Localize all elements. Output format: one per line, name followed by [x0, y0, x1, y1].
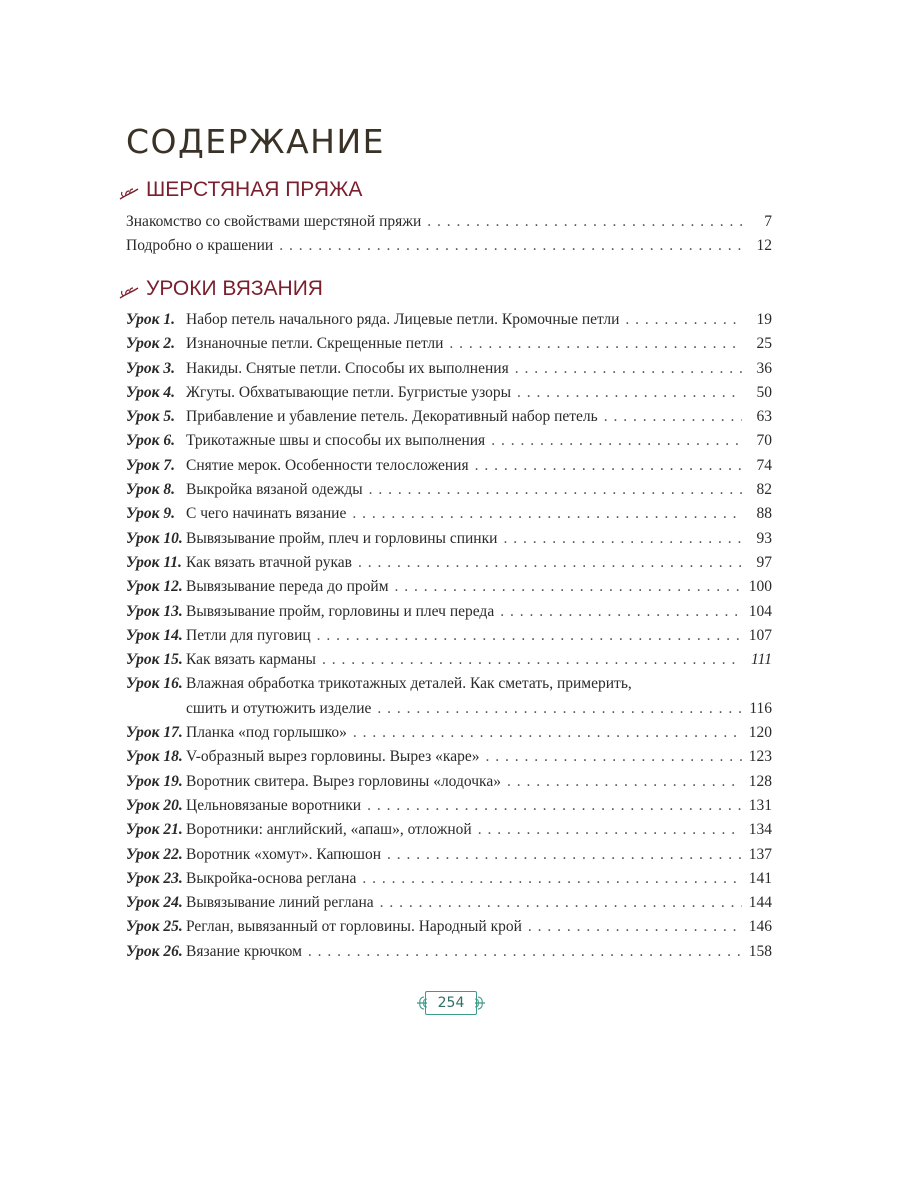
- lesson-number: Урок 19.: [126, 772, 183, 790]
- dot-leader: [322, 648, 742, 672]
- entry-title: Снятие мерок. Особенности телосложения: [186, 456, 469, 474]
- entry-page: 141: [748, 869, 772, 887]
- entry-title: Вязание крючком: [186, 942, 302, 960]
- toc-entry: [126, 210, 772, 234]
- entry-title: Изнаночные петли. Скрещенные петли: [186, 335, 444, 353]
- entry-title: Прибавление и убавление петель. Декоративный набор петель: [186, 408, 598, 426]
- entry-title: Воротник свитера. Вырез горловины «лодочка»: [186, 772, 501, 790]
- entry-page: 128: [748, 772, 772, 790]
- toc-entry: [126, 697, 772, 721]
- dot-leader: [308, 940, 742, 964]
- entry-title: Вывязывание переда до пройм: [186, 578, 389, 596]
- toc-entry: [126, 502, 772, 526]
- lesson-number: Урок 2.: [126, 335, 176, 353]
- entry-title: сшить и отутюжить изделие: [186, 699, 372, 717]
- dot-leader: [485, 745, 742, 769]
- lesson-number: Урок 10.: [126, 529, 183, 547]
- page-number-ornament: [411, 985, 491, 1021]
- leaf-sprig-icon: [473, 993, 487, 1013]
- dot-leader: [475, 454, 742, 478]
- dot-leader: [279, 234, 742, 258]
- entry-title: Как вязать карманы: [186, 651, 316, 669]
- toc-entry: [126, 234, 772, 258]
- lesson-number: Урок 8.: [126, 481, 176, 499]
- toc-entry: [126, 672, 772, 696]
- entry-title: Трикотажные швы и способы их выполнения: [186, 432, 486, 450]
- dot-leader: [500, 600, 742, 624]
- lesson-number: Урок 1.: [126, 311, 176, 328]
- entry-page: 63: [756, 408, 772, 426]
- lesson-number: Урок 25.: [126, 918, 183, 936]
- toc-entry: [126, 478, 772, 502]
- entry-title: Влажная обработка трикотажных деталей. Как сметать, примерить,: [186, 675, 632, 693]
- dot-leader: [507, 770, 742, 794]
- toc-entry: [126, 600, 772, 624]
- entry-page: 82: [756, 481, 772, 499]
- toc-entry: [126, 867, 772, 891]
- dot-leader: [377, 697, 742, 721]
- entry-title: Планка «под горлышко»: [186, 724, 347, 742]
- lesson-number: Урок 13.: [126, 602, 183, 620]
- entry-title: Вывязывание пройм, плеч и горловины спинки: [186, 529, 498, 547]
- toc-list-knitting-lessons: [126, 308, 772, 964]
- dot-leader: [515, 357, 742, 381]
- toc-entry: [126, 332, 772, 356]
- entry-page: 116: [749, 699, 772, 717]
- entry-page: 111: [751, 651, 772, 669]
- lesson-number: Урок 21.: [126, 821, 183, 839]
- entry-page: 137: [748, 845, 772, 863]
- toc-entry: [126, 381, 772, 405]
- entry-page: 120: [748, 724, 772, 742]
- dot-leader: [427, 210, 742, 234]
- dot-leader: [380, 891, 742, 915]
- entry-page: 131: [748, 796, 772, 814]
- lesson-number: Урок 11.: [126, 553, 182, 571]
- toc-entry: [126, 551, 772, 575]
- dot-leader: [367, 794, 742, 818]
- dot-leader: [478, 818, 742, 842]
- toc-entry: [126, 770, 772, 794]
- toc-entry: [126, 454, 772, 478]
- entry-page: 144: [748, 894, 772, 912]
- dot-leader: [317, 624, 742, 648]
- entry-title: Как вязать втачной рукав: [186, 553, 352, 571]
- dot-leader: [503, 527, 742, 551]
- entry-title: Подробно о крашении: [126, 237, 274, 255]
- entry-page: 107: [748, 626, 772, 644]
- entry-page: 25: [756, 335, 772, 353]
- entry-title: Выкройка вязаной одежды: [186, 481, 363, 499]
- entry-page: 158: [748, 942, 772, 960]
- entry-title: Воротники: английский, «апаш», отложной: [186, 821, 472, 839]
- section-title: ШЕРСТЯНАЯ ПРЯЖА: [146, 178, 363, 201]
- toc-entry: [126, 891, 772, 915]
- page-number: 254: [425, 991, 477, 1015]
- dot-leader: [358, 551, 742, 575]
- dot-leader: [604, 405, 742, 429]
- entry-page: 146: [748, 918, 772, 936]
- dot-leader: [369, 478, 742, 502]
- entry-page: 93: [756, 529, 772, 547]
- lesson-number: Урок 22.: [126, 845, 183, 863]
- entry-page: 19: [756, 311, 772, 328]
- entry-page: 123: [748, 748, 772, 766]
- entry-page: 70: [756, 432, 772, 450]
- entry-title: Вывязывание линий реглана: [186, 894, 374, 912]
- entry-title: V-образный вырез горловины. Вырез «каре»: [186, 748, 480, 766]
- entry-page: 36: [756, 359, 772, 377]
- entry-page: 88: [756, 505, 772, 523]
- entry-page: 12: [756, 237, 772, 255]
- toc-entry: [126, 843, 772, 867]
- entry-page: 104: [748, 602, 772, 620]
- lesson-number: Урок 4.: [126, 383, 176, 401]
- sprig-icon: [118, 282, 140, 296]
- toc-entry: [126, 794, 772, 818]
- dot-leader: [528, 915, 742, 939]
- lesson-number: Урок 9.: [126, 505, 176, 523]
- section-heading-knitting-lessons: [118, 277, 323, 301]
- entry-title: Знакомство со свойствами шерстяной пряжи: [126, 213, 422, 230]
- toc-list-wool-yarn: [126, 210, 772, 259]
- dot-leader: [491, 429, 742, 453]
- toc-entry: [126, 648, 772, 672]
- toc-entry: [126, 308, 772, 332]
- lesson-number: Урок 17.: [126, 724, 183, 742]
- dot-leader: [353, 721, 742, 745]
- toc-entry: [126, 429, 772, 453]
- lesson-number: Урок 18.: [126, 748, 183, 766]
- entry-title: С чего начинать вязание: [186, 505, 347, 523]
- toc-entry: [126, 527, 772, 551]
- lesson-number: Урок 3.: [126, 359, 176, 377]
- lesson-number: Урок 20.: [126, 796, 183, 814]
- toc-entry: [126, 575, 772, 599]
- entry-title: Выкройка-основа реглана: [186, 869, 357, 887]
- dot-leader: [517, 381, 742, 405]
- entry-title: Вывязывание пройм, горловины и плеч переда: [186, 602, 495, 620]
- entry-title: Петли для пуговиц: [186, 626, 311, 644]
- lesson-number: Урок 14.: [126, 626, 183, 644]
- toc-entry: [126, 721, 772, 745]
- toc-entry: [126, 745, 772, 769]
- lesson-number: Урок 16.: [126, 675, 183, 693]
- entry-title: Набор петель начального ряда. Лицевые петли. Кромочные петли: [186, 311, 620, 328]
- entry-title: Воротник «хомут». Капюшон: [186, 845, 382, 863]
- lesson-number: Урок 23.: [126, 869, 183, 887]
- toc-entry: [126, 915, 772, 939]
- entry-page: 74: [756, 456, 772, 474]
- lesson-number: Урок 5.: [126, 408, 176, 426]
- lesson-number: Урок 24.: [126, 894, 183, 912]
- entry-page: 50: [756, 383, 772, 401]
- entry-page: 100: [748, 578, 772, 596]
- entry-title: Накиды. Снятые петли. Способы их выполнения: [186, 359, 509, 377]
- page-title: СОДЕРЖАНИЕ: [126, 122, 386, 162]
- entry-page: 97: [756, 553, 772, 571]
- lesson-number: Урок 26.: [126, 942, 183, 960]
- toc-entry: [126, 624, 772, 648]
- entry-title: Реглан, вывязанный от горловины. Народный крой: [186, 918, 522, 936]
- dot-leader: [362, 867, 742, 891]
- dot-leader: [625, 308, 742, 332]
- toc-entry: [126, 940, 772, 964]
- entry-title: Жгуты. Обхватывающие петли. Бугристые узоры: [186, 383, 512, 401]
- lesson-number: Урок 12.: [126, 578, 183, 596]
- sprig-icon: [118, 183, 140, 197]
- toc-entry: [126, 818, 772, 842]
- entry-page: 134: [748, 821, 772, 839]
- entry-page: 7: [764, 213, 772, 230]
- dot-leader: [352, 502, 742, 526]
- toc-entry: [126, 357, 772, 381]
- toc-entry: [126, 405, 772, 429]
- lesson-number: Урок 6.: [126, 432, 176, 450]
- entry-title: Цельновязаные воротники: [186, 796, 362, 814]
- lesson-number: Урок 15.: [126, 651, 183, 669]
- dot-leader: [449, 332, 742, 356]
- dot-leader: [395, 575, 742, 599]
- lesson-number: Урок 7.: [126, 456, 176, 474]
- leaf-sprig-icon: [415, 993, 429, 1013]
- dot-leader: [387, 843, 742, 867]
- section-title: УРОКИ ВЯЗАНИЯ: [146, 277, 323, 300]
- section-heading-wool-yarn: [118, 178, 362, 202]
